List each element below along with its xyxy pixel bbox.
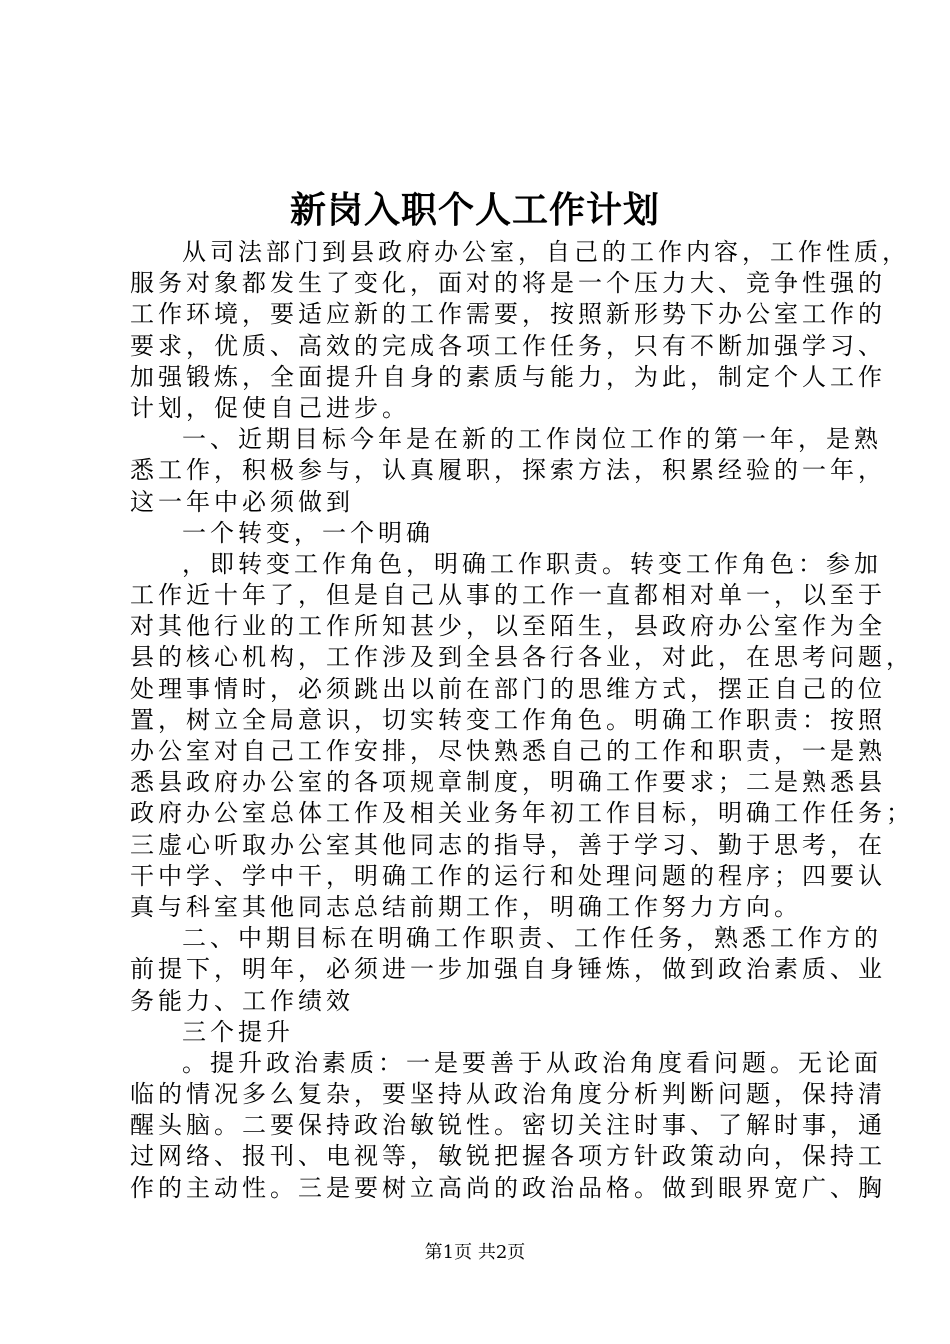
text-line: 工作近十年了，但是自己从事的工作一直都相对单一，以至于 [130,581,886,610]
text-line: 办公室对自己工作安排，尽快熟悉自己的工作和职责，一是熟 [130,737,886,765]
text-line: 加强锻炼，全面提升自身的素质与能力，为此，制定个人工作 [130,362,886,391]
text-line: 醒头脑。二要保持政治敏锐性。密切关注时事、了解时事，通 [130,1111,886,1140]
text-line: 干中学、学中干，明确工作的运行和处理问题的程序；四要认 [130,861,886,890]
text-line: 务能力、工作绩效 [130,986,354,1015]
text-line: 从司法部门到县政府办公室，自己的工作内容，工作性质， [182,238,910,266]
page-footer: 第1页 共2页 [424,1242,526,1263]
text-line: 悉工作，积极参与，认真履职，探索方法，积累经验的一年， [130,456,886,485]
document-body [130,237,914,1204]
text-line: 县的核心机构，工作涉及到全县各行各业，对此，在思考问题， [130,643,914,672]
text-line: 置，树立全局意识，切实转变工作角色。明确工作职责：按照 [130,705,886,734]
text-line: 一、近期目标今年是在新的工作岗位工作的第一年，是熟 [182,425,882,454]
document-title: 新岗入职个人工作计划 [289,189,660,231]
text-line: 过网络、报刊、电视等，敏锐把握各项方针政策动向，保持工 [130,1142,886,1171]
text-line: 对其他行业的工作所知甚少，以至陌生，县政府办公室作为全 [130,612,886,641]
text-line: 处理事情时，必须跳出以前在部门的思维方式，摆正自己的位 [130,674,886,703]
text-line: 计划，促使自己进步。 [130,393,410,422]
text-line: 前提下，明年，必须进一步加强自身锤炼，做到政治素质、业 [130,955,886,984]
text-line: 要求，优质、高效的完成各项工作任务，只有不断加强学习、 [130,331,886,360]
text-line: 作的主动性。三是要树立高尚的政治品格。做到眼界宽广、胸 [130,1173,886,1202]
text-line: 悉县政府办公室的各项规章制度，明确工作要求；二是熟悉县 [130,768,886,797]
text-line: 一个转变，一个明确 [182,518,434,547]
text-line: 真与科室其他同志总结前期工作，明确工作努力方向。 [130,892,802,921]
text-line: 。提升政治素质：一是要善于从政治角度看问题。无论面 [182,1048,882,1077]
text-line: 这一年中必须做到 [130,487,354,516]
text-line: 三虚心听取办公室其他同志的指导，善于学习、勤于思考，在 [130,830,886,859]
text-line: ，即转变工作角色，明确工作职责。转变工作角色：参加 [182,549,882,578]
text-line: 政府办公室总体工作及相关业务年初工作目标，明确工作任务； [130,799,914,828]
text-line: 服务对象都发生了变化，面对的将是一个压力大、竞争性强的 [130,269,886,298]
text-line: 三个提升 [182,1017,294,1046]
text-line: 工作环境，要适应新的工作需要，按照新形势下办公室工作的 [130,300,886,329]
text-line: 二、中期目标在明确工作职责、工作任务，熟悉工作方的 [182,924,882,953]
text-line: 临的情况多么复杂，要坚持从政治角度分析判断问题，保持清 [130,1080,886,1109]
